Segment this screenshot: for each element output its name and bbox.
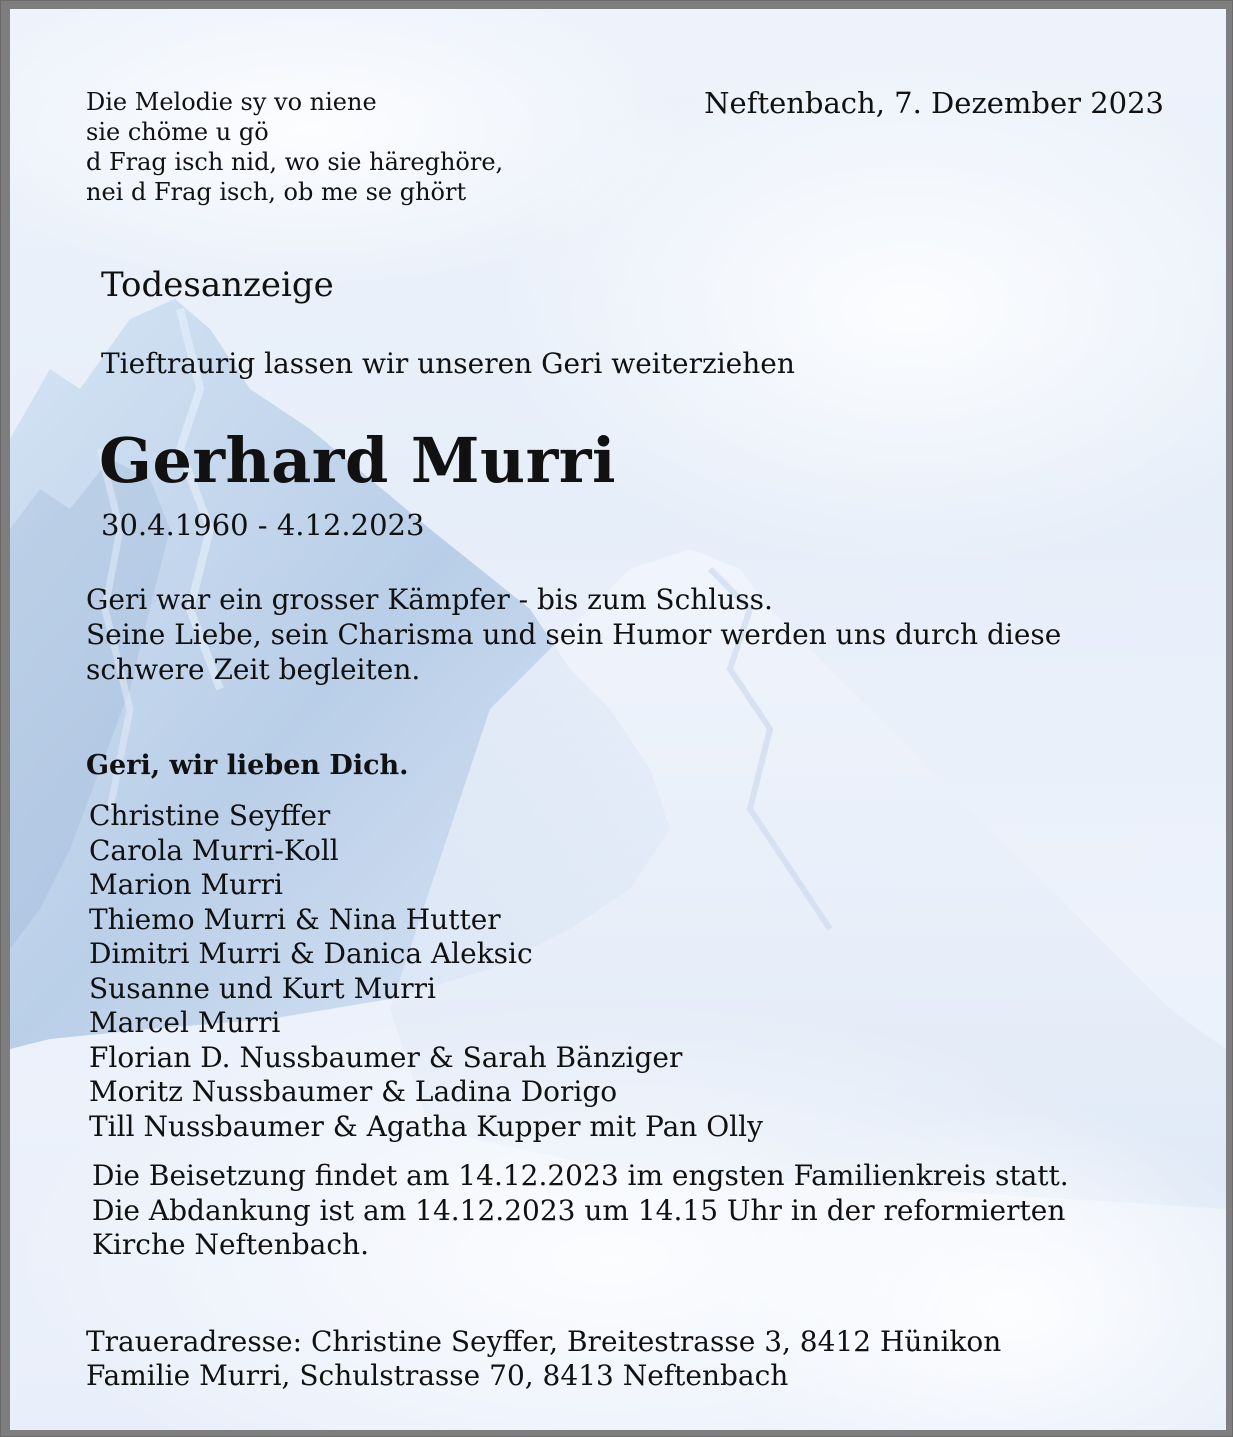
mourner-name: Susanne und Kurt Murri: [89, 971, 437, 1005]
address-line: Familie Murri, Schulstrasse 70, 8413 Neftenbach: [86, 1359, 789, 1392]
tribute-line: Geri war ein grosser Kämpfer - bis zum Schluss.: [86, 583, 773, 616]
mourner-name: Carola Murri-Koll: [89, 833, 339, 867]
mourner-name: Christine Seyffer: [89, 799, 331, 832]
mourner-name: Moritz Nussbaumer & Ladina Dorigo: [89, 1075, 618, 1108]
deceased-name: Gerhard Murri: [99, 424, 617, 497]
tribute-text: [86, 582, 1061, 687]
tribute-line: Seine Liebe, sein Charisma und sein Humor werden uns durch diese: [86, 618, 1062, 651]
notice-heading: Todesanzeige: [101, 265, 334, 305]
poem-line: nei d Frag isch, ob me se ghört: [86, 178, 467, 206]
poem-line: Die Melodie sy vo niene: [86, 88, 377, 116]
place-and-date: Neftenbach, 7. Dezember 2023: [704, 86, 1164, 120]
mourner-name: Thiemo Murri & Nina Hutter: [89, 902, 501, 936]
poem-verse: [86, 87, 503, 207]
service-line: Kirche Neftenbach.: [92, 1228, 369, 1261]
closing-love-line: Geri, wir lieben Dich.: [86, 750, 409, 781]
intro-text: Tieftraurig lassen wir unseren Geri weiterziehen: [101, 347, 795, 380]
poem-line: d Frag isch nid, wo sie häreghöre,: [86, 148, 504, 176]
mourners-list: [89, 799, 763, 1144]
service-line: Die Abdankung ist am 14.12.2023 um 14.15 Uhr in der reformierten: [92, 1193, 1066, 1227]
tribute-line: schwere Zeit begleiten.: [86, 653, 421, 686]
mourner-name: Marcel Murri: [89, 1006, 281, 1039]
mourner-name: Florian D. Nussbaumer & Sarah Bänziger: [89, 1040, 683, 1074]
life-dates: 30.4.1960 - 4.12.2023: [101, 508, 425, 542]
service-line: Die Beisetzung findet am 14.12.2023 im engsten Familienkreis statt.: [92, 1159, 1069, 1192]
mourner-name: Till Nussbaumer & Agatha Kupper mit Pan Olly: [89, 1109, 763, 1143]
mourner-name: Marion Murri: [89, 868, 283, 901]
mourner-name: Dimitri Murri & Danica Aleksic: [89, 937, 533, 970]
poem-line: sie chöme u gö: [86, 118, 269, 146]
obituary-notice: [10, 9, 1226, 1430]
service-details: [92, 1159, 1069, 1263]
mourning-address: [86, 1325, 1001, 1393]
address-line: Traueradresse: Christine Seyffer, Breitestrasse 3, 8412 Hünikon: [86, 1325, 1002, 1358]
